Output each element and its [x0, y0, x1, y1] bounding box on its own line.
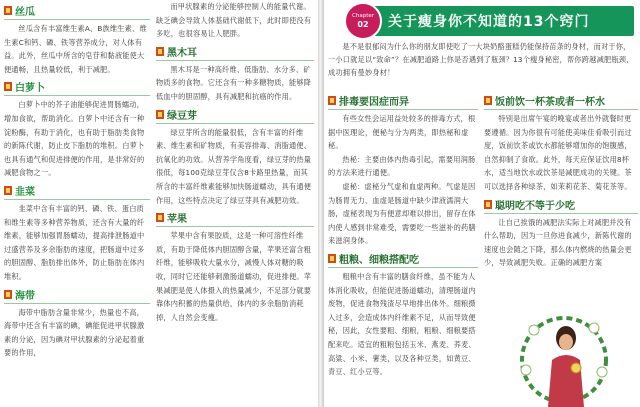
section-title: 韭菜	[15, 186, 35, 198]
body-paragraph: 丝瓜含有丰富维生素A、B族维生素、维生素C和钙、磷、铁等营养成分，对人体有益。此外，丝瓜中所含的皂苷和黏液能使大便通畅，且热量较低，利于减肥。	[4, 24, 147, 74]
heading-underline	[156, 60, 314, 61]
section-heading	[484, 197, 638, 212]
intro-paragraph: 是不是很郁闷为什么你的朋友即使吃了一大块奶酪蛋糕仍能保持苗条的身材，而对于你，一小口就足以“致命”？在减肥道路上你是否遇到了瓶颈？13个瘦身秘密，帮你跨越减肥瓶颈，成功拥有曼妙身材！	[328, 42, 634, 78]
body-paragraph: 黑木耳是一种高纤维、低脂肪、水分多、矿物质多的食物。它还含有一种多糖物质，能够降低血中的胆固醇，具有减肥和抗癌的作用。	[156, 64, 312, 101]
heading-marker-icon	[4, 186, 12, 195]
heading-underline	[484, 213, 638, 214]
chapter-badge	[344, 2, 382, 40]
body-paragraph: 有些女性会运用益处较多的排毒方式，根据中医理论，便秘与分为两类，即热秘和虚秘。	[328, 114, 476, 151]
body-paragraph: 而甲状腺素的分泌能够控制人的能量代谢。缺乏碘会导致人体基础代谢低下，此时即使没有多吃，也很容易让人肥胖。	[156, 2, 312, 39]
heading-marker-icon	[484, 96, 492, 105]
heading-underline	[4, 19, 150, 20]
heading-underline	[328, 109, 478, 110]
body-paragraph: 虚秘：虚秘分气虚和血虚两种。气虚是因为肠胃无力、血虚是肠道中缺少津液濡润大肠，虚秘表现为有便意却难以排出，留存在体内使人感到非常难受，需要吃一些滋补的药膳来滋润身体。	[328, 181, 476, 246]
body-paragraph: 海带中脂肪含量非常少，热量也不高，海带中还含有丰富的碘，碘能促进甲状腺激素的分泌，因为碘对甲状腺素的分泌起着重要的作用，	[4, 307, 145, 358]
body-paragraph: 让自己挨饿的减肥法实际上对减肥并没有什么帮助，因为一旦你进食减少，新陈代谢的速度也会随之下降，那么体内燃烧的热量会更少，导致减肥失败。正确的减肥方案	[484, 217, 632, 268]
woman-figure	[548, 326, 584, 407]
left-page	[0, 0, 318, 407]
woman-with-drink-illustration	[504, 300, 639, 407]
heading-underline	[4, 303, 150, 304]
section-heading	[4, 79, 150, 94]
section-heading	[328, 93, 478, 108]
section-title: 白萝卜	[15, 83, 45, 95]
section-title: 绿豆芽	[167, 110, 197, 122]
section-heading	[4, 287, 150, 302]
left-column-2	[156, 0, 314, 407]
left-column-1	[4, 0, 150, 407]
body-paragraph: 韭菜中含有丰富的钙、磷、铁、蛋白质和维生素等多种营养物质，还含有大量的纤维素，能够加强胃肠蠕动，提高排泄肠道中过盛营养及多余脂肪的速度，把肠道中过多的胆固醇、脂肪排出体外，防止脂肪在体内堆积。	[4, 203, 145, 281]
section-heading	[4, 183, 150, 198]
section-heading	[156, 44, 314, 59]
section-title: 海带	[15, 290, 35, 302]
section-title: 苹果	[167, 214, 187, 226]
intro-block	[328, 40, 636, 80]
body-paragraph: 白萝卜中的芥子油能够促进胃肠蠕动，增加食欲，帮助消化。白萝卜中还含有一种淀粉酶，有助于消化，也有助于脂肪类食物的新陈代谢，防止皮下脂肪的堆积。白萝卜也具有通气和促进排便的作用，是非常好的减肥食物之一。	[4, 100, 145, 178]
heading-marker-icon	[4, 82, 12, 91]
page-title: 关于瘦身你不知道的13个窍门	[388, 14, 590, 30]
heading-underline	[4, 199, 150, 200]
section-title: 黑木耳	[167, 47, 197, 59]
section-title: 聪明吃不等于少吃	[495, 200, 575, 212]
body-paragraph: 绿豆芽所含的能量很低，含有丰富的纤维素、维生素和矿物质，有美容排毒、消脂通便、抗氧化的功效。从营养学角度看，绿豆芽的热量很低，每100克绿豆芽仅含8卡路里热量，而其所含的丰富纤维素能够加快肠道蠕动，具有通便作用，这些特点决定了绿豆芽具有减肥功效。	[156, 127, 312, 205]
heading-underline	[484, 109, 638, 110]
heading-marker-icon	[156, 47, 164, 56]
body-paragraph: 粗粮中含有丰富的膳食纤维，虽不能为人体消化吸收，但能促进肠道蠕动，清理肠道内废物，促进食物残渣尽早地排出体外。细粮摄入过多，会造成体内纤维素不足，从而导致便秘，因此，女性要粗、细粮，粗粮、细粮要搭配来吃。适宜的粗粮包括玉米、燕麦、荞麦、高粱、小米、薯类，以及各种豆类，如黄豆、青豆、红小豆等。	[328, 271, 476, 377]
heading-underline	[328, 267, 478, 268]
section-heading	[4, 3, 150, 18]
section-heading	[156, 107, 314, 122]
heading-marker-icon	[328, 254, 336, 263]
chapter-number: 02	[357, 20, 369, 29]
body-paragraph: 苹果中含有果胶质，这是一种可溶性纤维质，有助于降低体内胆固醇含量，苹果还富含粗纤维，能够吸收大量水分，减慢人体对糖的吸收，同时它还能够刺激肠道蠕动，促进排便。苹果减肥是使人体摄入的热量减少，不足部分就要靠体内积蓄的热量供给，体内的多余脂肪消耗掉，人自然会变瘦。	[156, 231, 312, 322]
heading-underline	[156, 123, 314, 124]
heading-marker-icon	[4, 6, 12, 15]
heading-marker-icon	[156, 110, 164, 119]
right-page	[324, 0, 640, 407]
section-title: 丝瓜	[15, 7, 35, 18]
heading-underline	[4, 95, 150, 96]
heading-marker-icon	[328, 96, 336, 105]
heading-underline	[156, 226, 314, 227]
body-paragraph: 特别是出席午宴的晚宴或者出外就餐时更要遵循。因为你很有可能使美味佳肴吸引而过度，饭前饮茶或饮水都能够增加你的饱腹感，自然抑制了食欲。此外，每天应保证饮用8杯水，适当地饮水或饮茶是减肥成功的关键。茶可以选择各种绿茶，如茉莉花茶、菊花茶等。	[484, 114, 632, 191]
heading-marker-icon	[484, 200, 492, 209]
right-column-1	[328, 90, 478, 407]
heading-marker-icon	[156, 213, 164, 222]
heading-marker-icon	[4, 290, 12, 299]
section-title: 饭前饮一杯茶或者一杯水	[495, 97, 605, 108]
section-heading	[156, 210, 314, 225]
section-title: 粗粮、细粮搭配吃	[339, 254, 419, 266]
body-paragraph: 热秘：主要由体内热毒引起，需要用润肠的方法来进行通便。	[328, 154, 476, 178]
section-heading	[328, 251, 478, 266]
section-heading	[484, 93, 638, 108]
section-title: 排毒要因症而异	[339, 97, 409, 108]
chapter-label: Chapter	[352, 13, 374, 19]
chapter-header	[354, 6, 634, 36]
